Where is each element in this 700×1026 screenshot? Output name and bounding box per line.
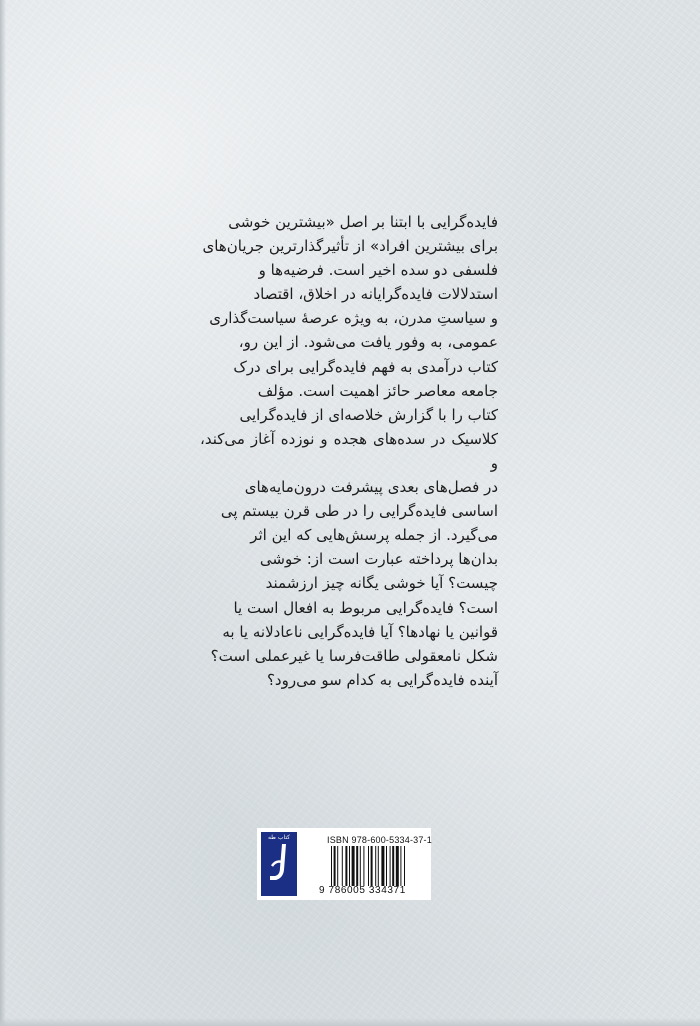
blurb-line: کتاب درآمدی به فهم فایده‌گرایی برای درک	[233, 357, 498, 376]
isbn-label: ISBN 978-600-5334-37-1	[327, 835, 432, 845]
blurb-line: استدلالات فایده‌گرایانه در اخلاق، اقتصاد	[253, 285, 498, 304]
publisher-mark-icon	[266, 840, 292, 884]
blurb-line: فایده‌گرایی با ابتنا بر اصل «بیشترین خوشی	[228, 213, 498, 231]
barcode-digits: 9 786005 334371	[319, 885, 406, 896]
barcode-icon	[331, 846, 427, 886]
isbn-barcode-block	[257, 828, 431, 900]
cover-blurb	[200, 210, 498, 692]
blurb-line: در فصل‌های بعدی پیشرفت درون‌مایه‌های	[244, 478, 498, 497]
blurb-line: کلاسیک در سده‌های هجده و نوزده آغاز می‌کند، و	[200, 429, 498, 472]
blurb-line: قوانین یا نهادها؟ آیا فایده‌گرایی ناعادلانه یا به	[222, 622, 498, 641]
publisher-logo	[261, 832, 297, 896]
blurb-line: جامعه معاصر حائز اهمیت است. مؤلف	[257, 381, 498, 400]
blurb-line: بدان‌ها پرداخته عبارت است از: خوشی	[259, 550, 498, 569]
blurb-line: آینده فایده‌گرایی به کدام سو می‌رود؟	[266, 670, 498, 689]
cover-spine-shadow	[0, 0, 6, 1026]
blurb-line: کتاب را با گزارش خلاصه‌ای از فایده‌گرایی	[239, 405, 498, 424]
blurb-line: شکل نامعقولی طاقت‌فرسا یا غیرعملی است؟	[210, 646, 498, 665]
blurb-line: اساسی فایده‌گرایی را در طی قرن بیستم پی	[220, 502, 498, 521]
blurb-line: چیست؟ آیا خوشی یگانه چیز ارزشمند	[265, 574, 498, 593]
blurb-line: و سیاستِ مدرن، به ویژه عرصهٔ سیاست‌گذاری	[209, 309, 498, 328]
blurb-line: است؟ فایده‌گرایی مربوط به افعال است یا	[233, 598, 498, 617]
blurb-line: عمومی، به وفور یافت می‌شود. از این رو،	[238, 333, 498, 352]
cover-bottom-shadow	[0, 1018, 700, 1026]
blurb-line: می‌گیرد. از جمله پرسش‌هایی که این اثر	[250, 526, 498, 545]
publisher-logo-text: کتاب طه	[267, 834, 291, 841]
blurb-line: فلسفی دو سده اخیر است. فرضیه‌ها و	[258, 261, 498, 280]
blurb-line: برای بیشترین افراد» از تأثیرگذارترین جریان‌های	[202, 237, 498, 256]
